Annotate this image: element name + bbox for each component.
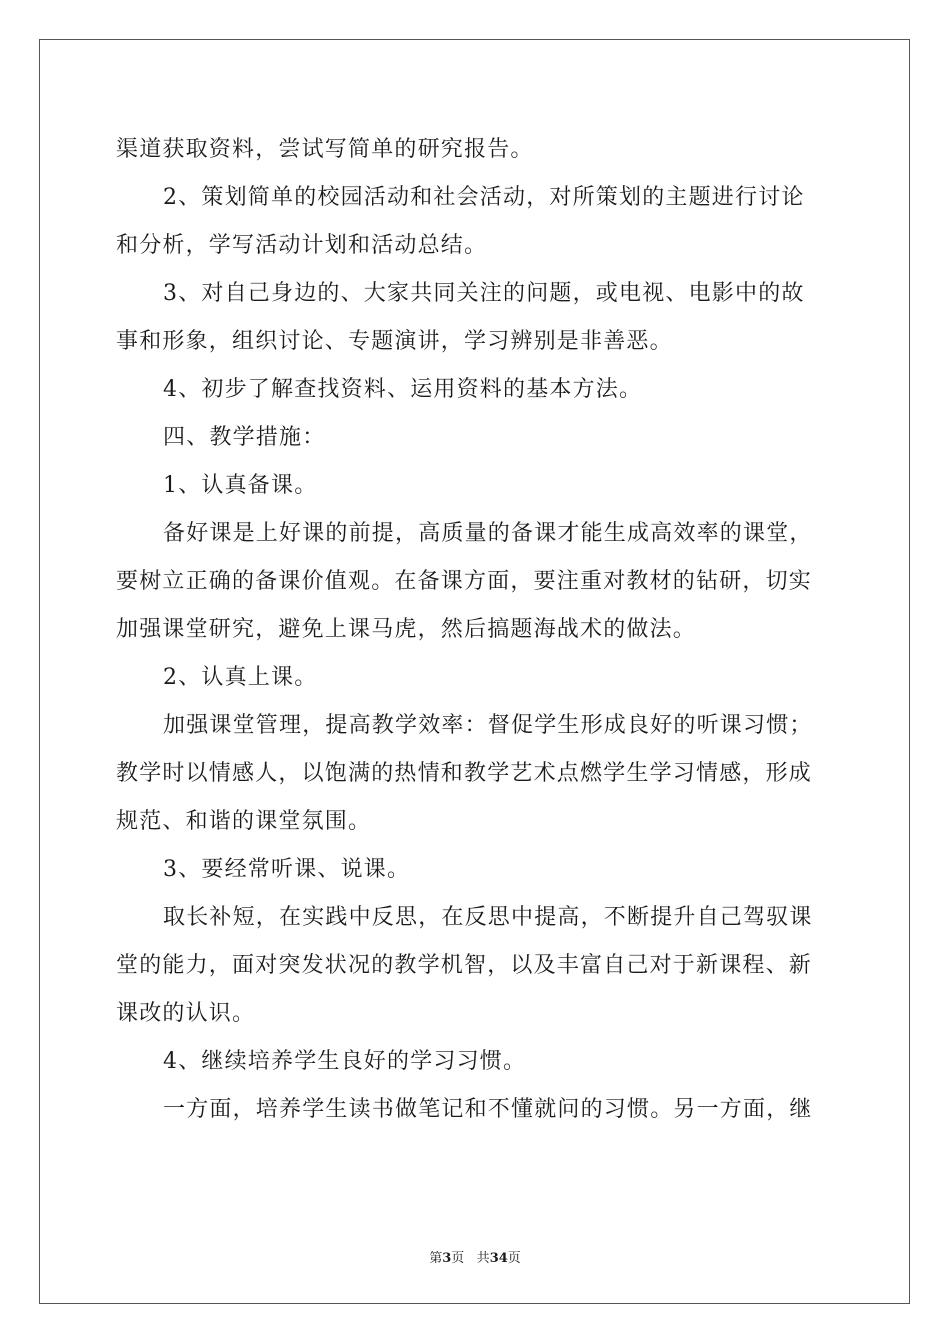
text-line: 3、对自己身边的、大家共同关注的问题，或电视、电影中的故 bbox=[163, 281, 805, 306]
page-footer bbox=[0, 1247, 950, 1266]
subsection-heading: 1、认真备课。 bbox=[163, 473, 318, 498]
page-prefix: 第 bbox=[429, 1251, 443, 1266]
text-line: 课改的认识。 bbox=[116, 1001, 256, 1026]
page-suffix: 页 bbox=[451, 1251, 465, 1266]
text-line: 加强课堂研究，避免上课马虎，然后搞题海战术的做法。 bbox=[116, 617, 697, 642]
text-line: 事和形象，组织讨论、专题演讲，学习辨别是非善恶。 bbox=[116, 329, 673, 354]
subsection-heading: 2、认真上课。 bbox=[163, 665, 318, 690]
text-line: 2、策划简单的校园活动和社会活动，对所策划的主题进行讨论 bbox=[163, 185, 805, 210]
text-line: 4、初步了解查找资料、运用资料的基本方法。 bbox=[163, 377, 643, 402]
section-heading: 四、教学措施： bbox=[163, 425, 326, 450]
subsection-heading: 4、继续培养学生良好的学习习惯。 bbox=[163, 1049, 527, 1074]
subsection-heading: 3、要经常听课、说课。 bbox=[163, 857, 411, 882]
text-line: 堂的能力，面对突发状况的教学机智，以及丰富自己对于新课程、新 bbox=[116, 953, 813, 978]
text-line: 和分析，学写活动计划和活动总结。 bbox=[116, 233, 488, 258]
text-line: 规范、和谐的课堂氛围。 bbox=[116, 809, 372, 834]
text-line: 加强课堂管理，提高教学效率：督促学生形成良好的听课习惯； bbox=[163, 713, 813, 738]
total-prefix: 共 bbox=[476, 1251, 490, 1266]
text-line: 备好课是上好课的前提，高质量的备课才能生成高效率的课堂， bbox=[163, 521, 813, 546]
document-body bbox=[116, 126, 840, 1134]
page-number: 3 bbox=[442, 1251, 452, 1266]
text-line: 要树立正确的备课价值观。在备课方面，要注重对教材的钻研，切实 bbox=[116, 569, 813, 594]
text-line: 教学时以情感人，以饱满的热情和教学艺术点燃学生学习情感，形成 bbox=[116, 761, 813, 786]
text-line: 一方面，培养学生读书做笔记和不懂就问的习惯。另一方面，继 bbox=[163, 1097, 813, 1122]
total-suffix: 页 bbox=[507, 1251, 521, 1266]
text-line: 取长补短，在实践中反思，在反思中提高，不断提升自己驾驭课 bbox=[163, 905, 813, 930]
total-pages: 34 bbox=[489, 1251, 508, 1266]
text-line: 渠道获取资料，尝试写简单的研究报告。 bbox=[116, 137, 534, 162]
